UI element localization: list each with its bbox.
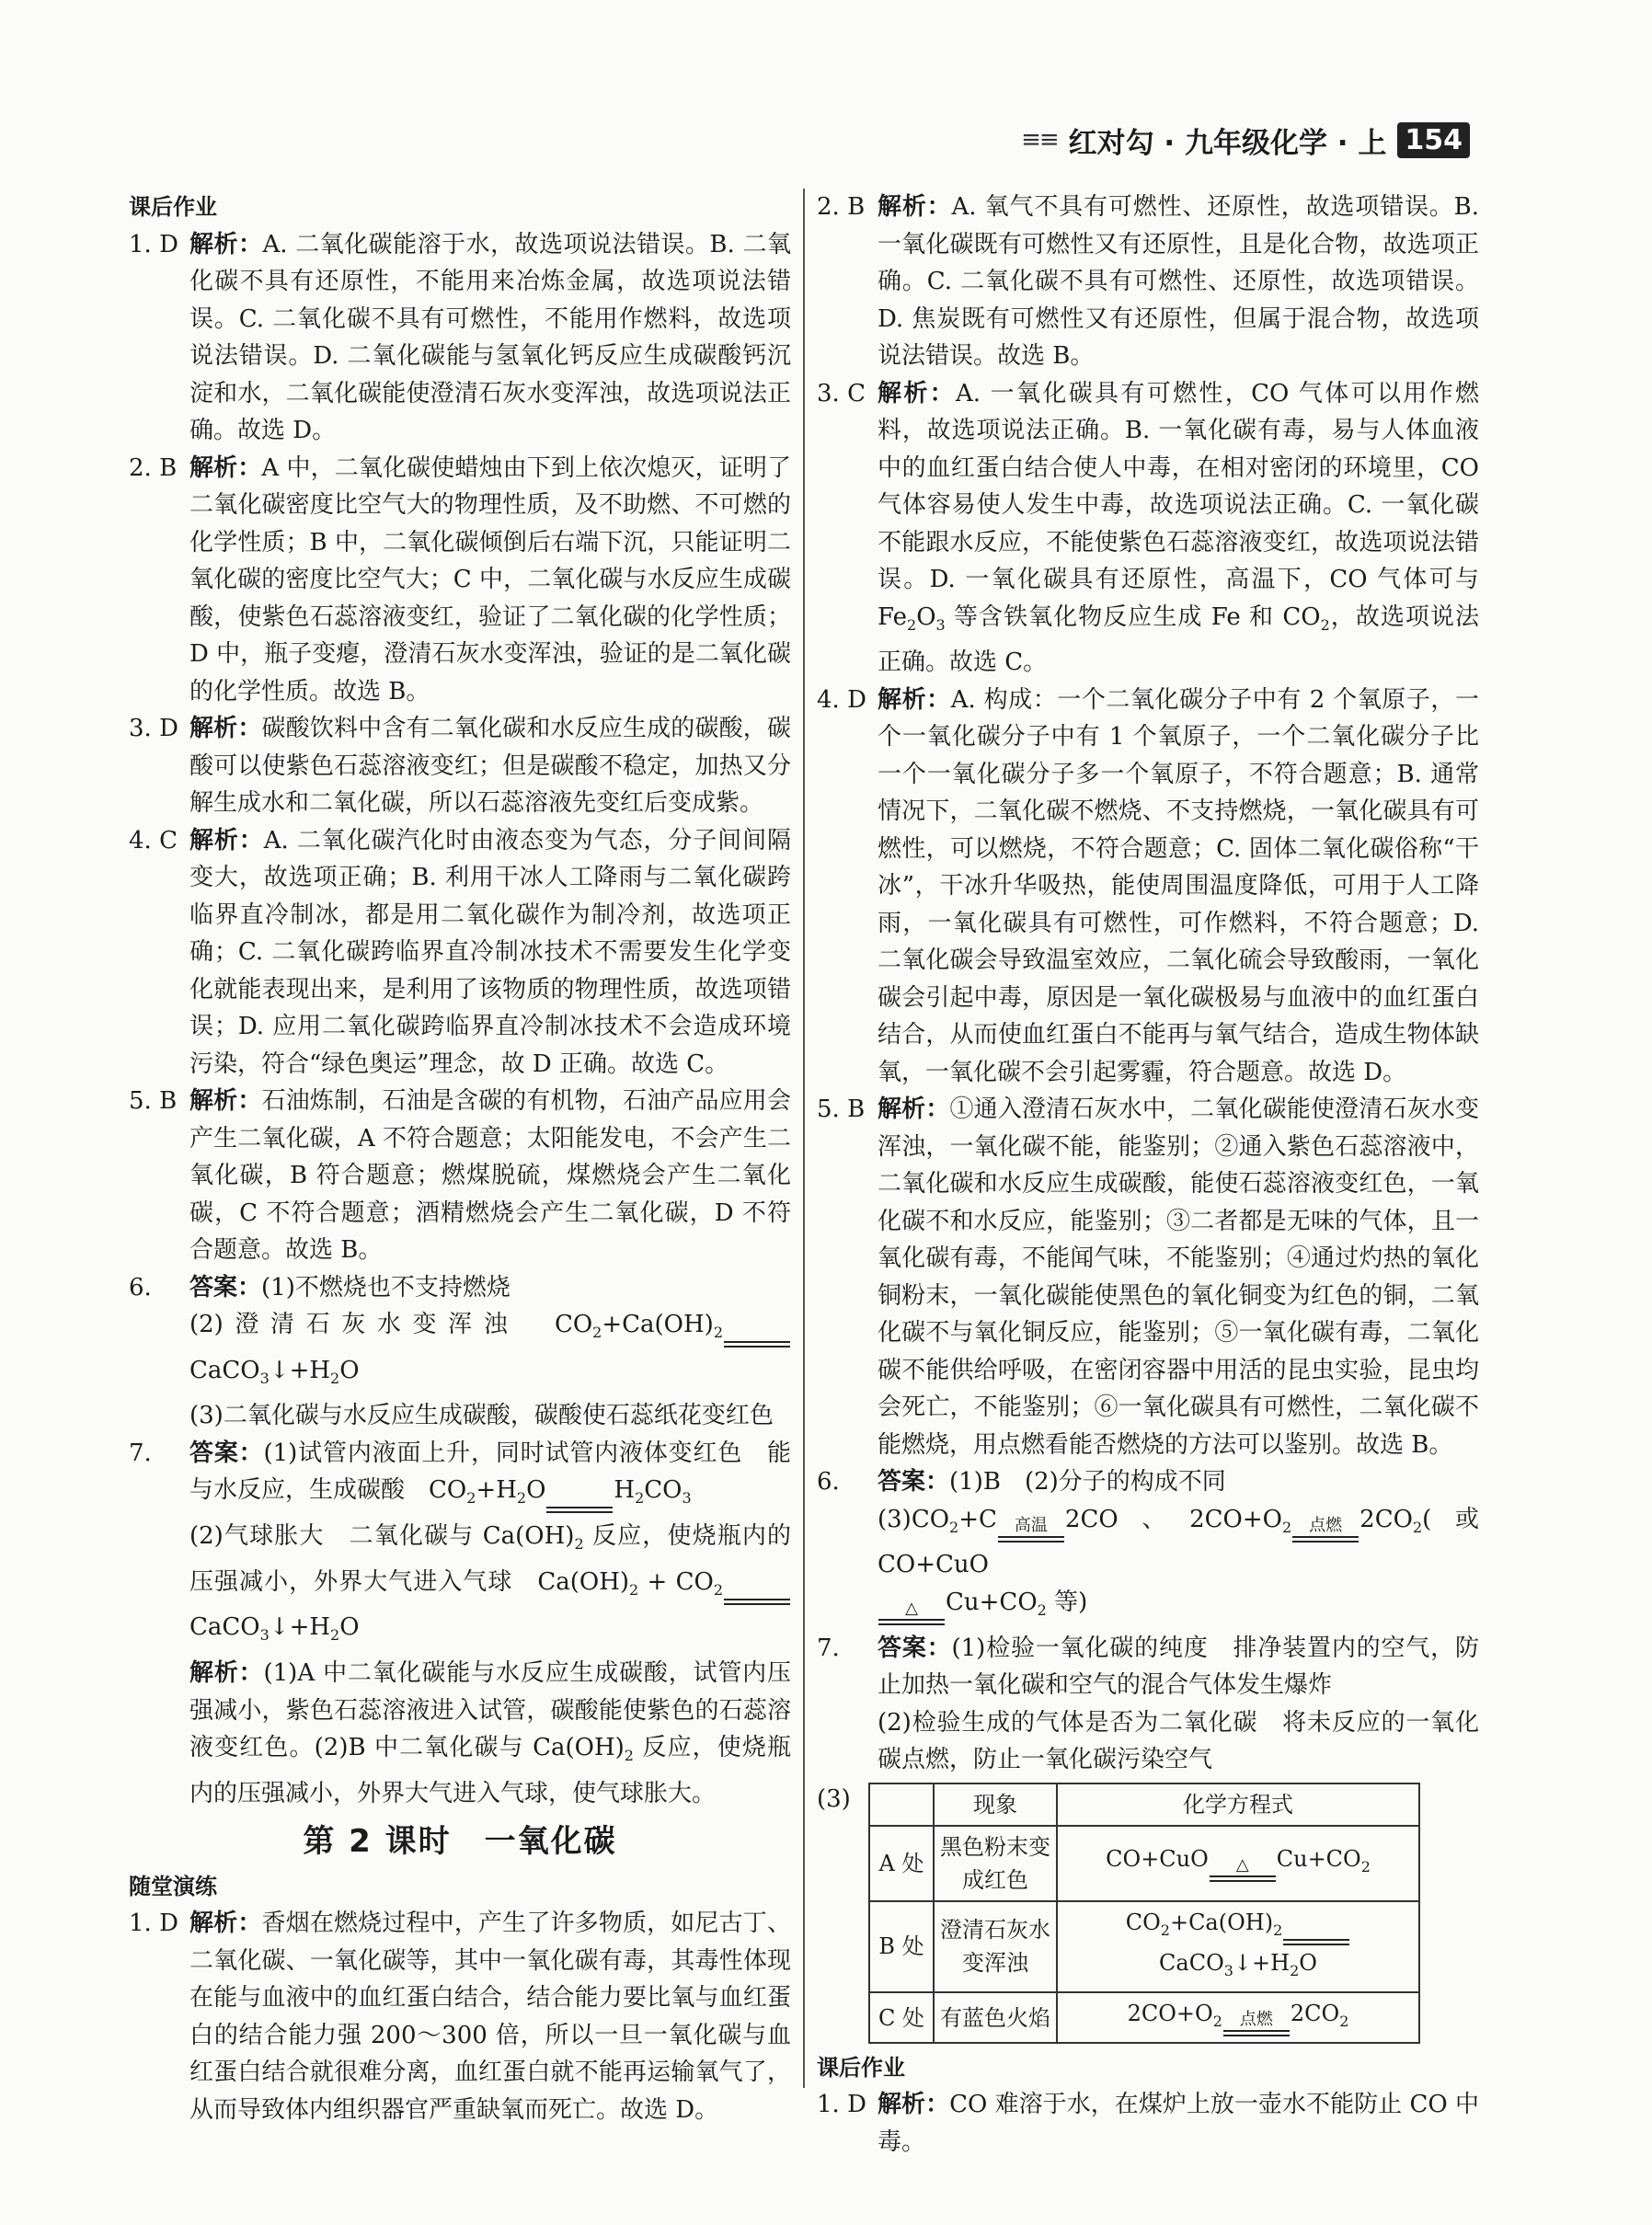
equals-sign	[724, 1580, 790, 1605]
section-heading-practice: 随堂演练	[129, 1873, 217, 1899]
book-title: 红对勾 · 九年级化学 · 上	[1068, 126, 1387, 160]
answer-item-7: 7. 答案：(1)试管内液面上升，同时试管内液体变红色 能与水反应，生成碳酸 $CO_2+H_2O$ $H_2CO_3$	[129, 1435, 791, 1518]
reaction-condition: △	[878, 1600, 945, 1625]
practice-item-4: 4. D 解析：A. 构成：一个二氧化碳分子中有 2 个氧原子，一个一氧化碳分子中有 1 个氧原子，一个二氧化碳分子比一个一氧化碳分子多一个氧原子，不符合题意；B. 通常情况下，二氧化碳不燃烧、不支持燃烧，一氧化碳具有可燃性，可以燃烧，不符合题意；C. 固体二氧化碳俗称“干冰”，干冰升华吸热，能使周围温度降低，可用于人工降雨，一氧化碳具有可燃性，可作燃料，不符合题意；D. 二氧化碳会导致温室效应，二氧化硫会导致酸雨，一氧化碳会引起中毒，原因是一氧化碳极易与血液中的血红蛋白结合，从而使血红蛋白不能再与氧气结合，造成生物体缺氧，一氧化碳不会引起雾霾，符合题意。故选 D。	[817, 685, 1479, 1086]
reaction-condition: 点燃	[1223, 2012, 1290, 2036]
answer-7-line-2: (2)气球胀大 二氧化碳与 $Ca(OH)_2$ 反应，使烧瓶内的压强减小，外界大气进入气球 $Ca(OH)_2 + CO_2$ $CaCO_3↓+H_2O$	[189, 1522, 792, 1645]
section-heading-homework-2: 课后作业	[817, 2054, 905, 2081]
answer-item-6: 6. 答案：(1)不燃烧也不支持燃烧	[129, 1273, 511, 1302]
table-header-row: 现象 化学方程式	[869, 1783, 1419, 1826]
answer-6-line-2: (2)澄清石灰水变浑浊 $CO_2+Ca(OH)_2$ $CaCO_3↓+H_2O$	[129, 1306, 791, 1397]
section-heading-homework: 课后作业	[129, 194, 217, 220]
table-row: B 处 澄清石灰水变浑浊 $CO_2+Ca(OH)_2$ $CaCO_3↓+H_2O$	[869, 1901, 1419, 1993]
equals-sign	[546, 1488, 613, 1513]
equals-sign	[724, 1323, 790, 1348]
lesson-title: 第 2 课时 一氧化碳	[303, 1823, 617, 1861]
practice-item-6: 6. 答案：(1)B (2)分子的构成不同	[817, 1468, 1226, 1497]
answer-item-2: 2. B 解析：A 中，二氧化碳使蜡烛由下到上依次熄灭，证明了二氧化碳密度比空气大的物理性质，及不助燃、不可燃的化学性质；B 中，二氧化碳倾倒后右端下沉，只能证明二氧化碳的密度比空气大；C 中，二氧化碳与水反应生成碳酸，使紫色石蕊溶液变红，验证了二氧化碳的化学性质；D 中，瓶子变瘪，澄清石灰水变浑浊，验证的是二氧化碳的化学性质。故选 B。	[129, 453, 791, 705]
answer-6-line-3: (3)二氧化碳与水反应生成碳酸，碳酸使石蕊纸花变红色	[189, 1402, 774, 1430]
reaction-condition: 高温	[998, 1518, 1064, 1543]
table-row: C 处 有蓝色火焰 $2CO+O_2$ 点燃 $2CO_2$	[869, 1992, 1419, 2043]
practice-item-2: 2. B 解析：A. 氧气不具有可燃性、还原性，故选项错误。B. 一氧化碳既有可燃性又有还原性，且是化合物，故选项正确。C. 二氧化碳不具有可燃性、还原性，故选项错误。D. 焦炭既有可燃性又有还原性，但属于混合物，故选项说法错误。故选 B。	[817, 193, 1479, 370]
answer-item-1: 1. D 解析：A. 二氧化碳能溶于水，故选项说法错误。B. 二氧化碳不具有还原性，不能用来冶炼金属，故选项说法错误。C. 二氧化碳不具有可燃性，不能用作燃料，故选项说法错误。D. 二氧化碳能与氢氧化钙反应生成碳酸钙沉淀和水，二氧化碳能使澄清石灰水变浑浊，故选项说法正确。故选 D。	[129, 230, 791, 444]
answer-7-explanation: 解析：(1)A 中二氧化碳能与水反应生成碳酸，试管内压强减小，紫色石蕊溶液进入试管，碳酸能使紫色的石蕊溶液变红色。(2)B 中二氧化碳与 $Ca(OH)_2$ 反应，使烧瓶内的压强减小，外界大气进入气球，使气球胀大。	[189, 1659, 792, 1807]
practice-item-3: 3. C 解析：A. 一氧化碳具有可燃性，CO 气体可以用作燃料，故选项说法正确。B. 一氧化碳有毒，易与人体血液中的血红蛋白结合使人中毒，在相对密闭的环境里，CO 气体容易使人发生中毒，故选项说法正确。C. 一氧化碳不能跟水反应，不能使紫色石蕊溶液变红，故选项说法错误。D. 一氧化碳具有还原性，高温下，CO 气体可与 $Fe_2O_3$ 等含铁氧化物反应生成 Fe 和 $CO_2$，故选项说法正确。故选 C。	[817, 379, 1479, 677]
right-column	[817, 189, 1479, 2161]
answer-item-3: 3. D 解析：碳酸饮料中含有二氧化碳和水反应生成的碳酸，碳酸可以使紫色石蕊溶液变红；但是碳酸不稳定，加热又分解生成水和二氧化碳，所以石蕊溶液先变红后变成紫。	[129, 715, 791, 817]
left-column	[129, 189, 791, 2128]
page-number: 154	[1397, 122, 1470, 158]
answer-item-5: 5. B 解析：石油炼制，石油是含碳的有机物，石油产品应用会产生二氧化碳，A 不符合题意；太阳能发电，不会产生二氧化碳，B 符合题意；燃煤脱硫，煤燃烧会产生二氧化碳，C 不符合题意；酒精燃烧会产生二氧化碳，D 不符合题意。故选 B。	[129, 1087, 791, 1264]
column-divider	[803, 189, 805, 2088]
practice-item-1: 1. D 解析：香烟在燃烧过程中，产生了许多物质，如尼古丁、二氧化碳、一氧化碳等，其中一氧化碳有毒，其毒性体现在能与血液中的血红蛋白结合，结合能力要比氧与血红蛋白的结合能力强 200～300 倍，所以一旦一氧化碳与血红蛋白结合就很难分离，血红蛋白就不能再运输氧气了，从而导致体内组织器官严重缺氧而死亡。故选 D。	[129, 1910, 791, 2124]
page-header	[1021, 120, 1470, 160]
reaction-condition: 点燃	[1292, 1518, 1359, 1543]
equals-sign	[1283, 1921, 1349, 1945]
practice-6-equations: $(3)CO_2+C$ 高温 2CO、$2CO+O_2$ 点燃 $2CO_2$(或 CO+CuO	[878, 1505, 1479, 1579]
practice-item-5: 5. B 解析：①通入澄清石灰水中，二氧化碳能使澄清石灰水变浑浊，一氧化碳不能，能鉴别；②通入紫色石蕊溶液中，二氧化碳和水反应生成碳酸，能使石蕊溶液变红色，一氧化碳不和水反应，能鉴别；③二者都是无味的气体，且一氧化碳有毒，不能闻气味，不能鉴别；④通过灼热的氧化铜粉末，一氧化碳能使黑色的氧化铜变为红色的铜，二氧化碳不与氧化铜反应，能鉴别；⑤一氧化碳有毒，二氧化碳不能供给呼吸，在密闭容器中用活的昆虫实验，昆虫均会死亡，不能鉴别；⑥一氧化碳具有可燃性，二氧化碳不能燃烧，用点燃看能否燃烧的方法可以鉴别。故选 B。	[817, 1095, 1479, 1459]
reaction-condition: △	[1210, 1857, 1276, 1882]
answer-item-4: 4. C 解析：A. 二氧化碳汽化时由液态变为气态，分子间间隔变大，故选项正确；B. 利用干冰人工降雨与二氧化碳跨临界直冷制冰，都是用二氧化碳作为制冷剂，故选项正确；C. 二氧化碳跨临界直冷制冰技术不需要发生化学变化就能表现出来，是利用了该物质的物理性质，故选项错误；D. 应用二氧化碳跨临界直冷制冰技术不会造成环境污染，符合“绿色奥运”理念，故 D 正确。故选 C。	[129, 826, 791, 1078]
practice-7-table-block: (3) 现象 化学方程式 A 处 黑色粉末变成红色 CO+CuO △ $Cu+CO_2$ B 处 澄清石灰水变浑浊 $CO_2+Ca(OH)_2$ $CaCO_3↓+H_2O$ C 处 有蓝色火焰 $2CO+O_2$ 点燃 $2CO_2$	[817, 1779, 1479, 2049]
experiment-table	[868, 1783, 1420, 2044]
table-row: A 处 黑色粉末变成红色 CO+CuO △ $Cu+CO_2$	[869, 1826, 1419, 1901]
header-decoration: ≡≡	[1021, 126, 1058, 154]
practice-item-7: 7. 答案：(1)检验一氧化碳的纯度 排净装置内的空气，防止加热一氧化碳和空气的混合气体发生爆炸	[817, 1634, 1479, 1700]
homework-item-1: 1. D 解析：CO 难溶于水，在煤炉上放一壶水不能防止 CO 中毒。	[817, 2091, 1479, 2156]
practice-6-equations-2: △ $Cu+CO_2$ 等)	[817, 1584, 1479, 1630]
practice-7-line-2: (2)检验生成的气体是否为二氧化碳 将未反应的一氧化碳点燃，防止一氧化碳污染空气	[878, 1708, 1479, 1774]
